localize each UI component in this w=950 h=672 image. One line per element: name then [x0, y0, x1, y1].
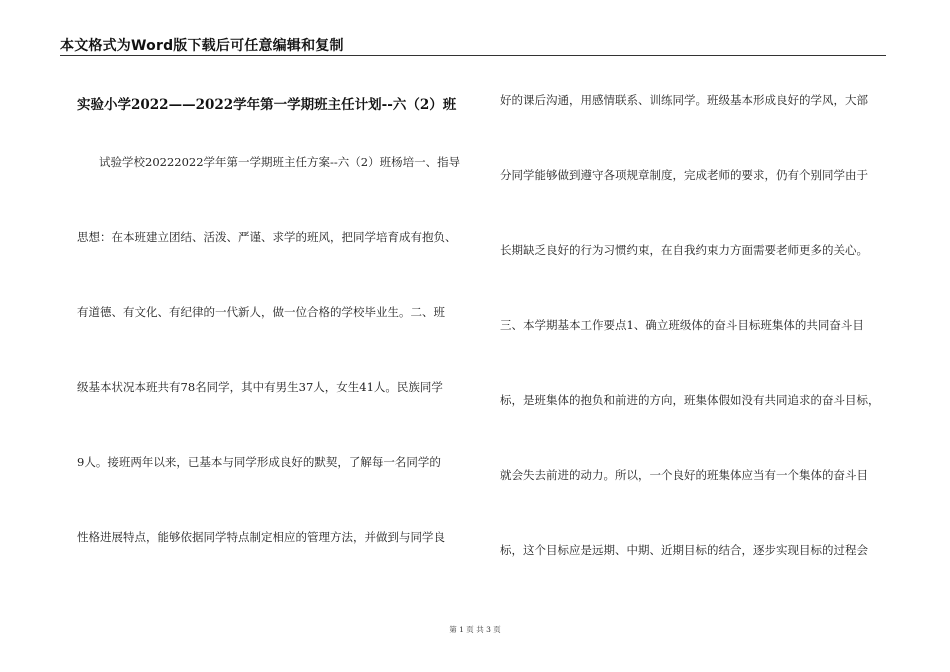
left-line-4: 级基本状况本班共有78名同学，其中有男生37人，女生41人。民族同学 — [77, 380, 443, 394]
right-line-4: 三、本学期基本工作要点1、确立班级体的奋斗目标班集体的共同奋斗目 — [500, 318, 864, 332]
page-footer: 第 1 页 共 3 页 — [449, 625, 501, 634]
right-line-2: 分同学能够做到遵守各项规章制度，完成老师的要求，仍有个别同学由于 — [500, 168, 868, 182]
header-text: 本文格式为Word版下载后可任意编辑和复制 — [60, 38, 344, 54]
right-line-1: 好的课后沟通，用感情联系、训练同学。班级基本形成良好的学风，大部 — [500, 93, 868, 107]
left-line-1: 试验学校20222022学年第一学期班主任方案--六（2）班杨培一、指导 — [99, 155, 461, 169]
left-line-3: 有道德、有文化、有纪律的一代新人，做一位合格的学校毕业生。二、班 — [77, 305, 445, 319]
right-line-6: 就会失去前进的动力。所以，一个良好的班集体应当有一个集体的奋斗目 — [500, 468, 868, 482]
left-line-2: 思想：在本班建立团结、活泼、严谨、求学的班风，把同学培育成有抱负、 — [77, 230, 457, 244]
right-line-3: 长期缺乏良好的行为习惯约束，在自我约束力方面需要老师更多的关心。 — [500, 243, 868, 257]
left-line-5: 9人。接班两年以来，已基本与同学形成良好的默契，了解每一名同学的 — [77, 455, 441, 469]
right-line-5: 标，是班集体的抱负和前进的方向，班集体假如没有共同追求的奋斗目标， — [500, 393, 880, 407]
right-line-7: 标，这个目标应是远期、中期、近期目标的结合，逐步实现目标的过程会 — [500, 543, 868, 557]
page-header — [60, 30, 886, 56]
document-title: 实验小学2022——2022学年第一学期班主任计划--六（2）班 — [77, 97, 457, 113]
left-line-6: 性格进展特点，能够依据同学特点制定相应的管理方法，并做到与同学良 — [77, 530, 445, 544]
